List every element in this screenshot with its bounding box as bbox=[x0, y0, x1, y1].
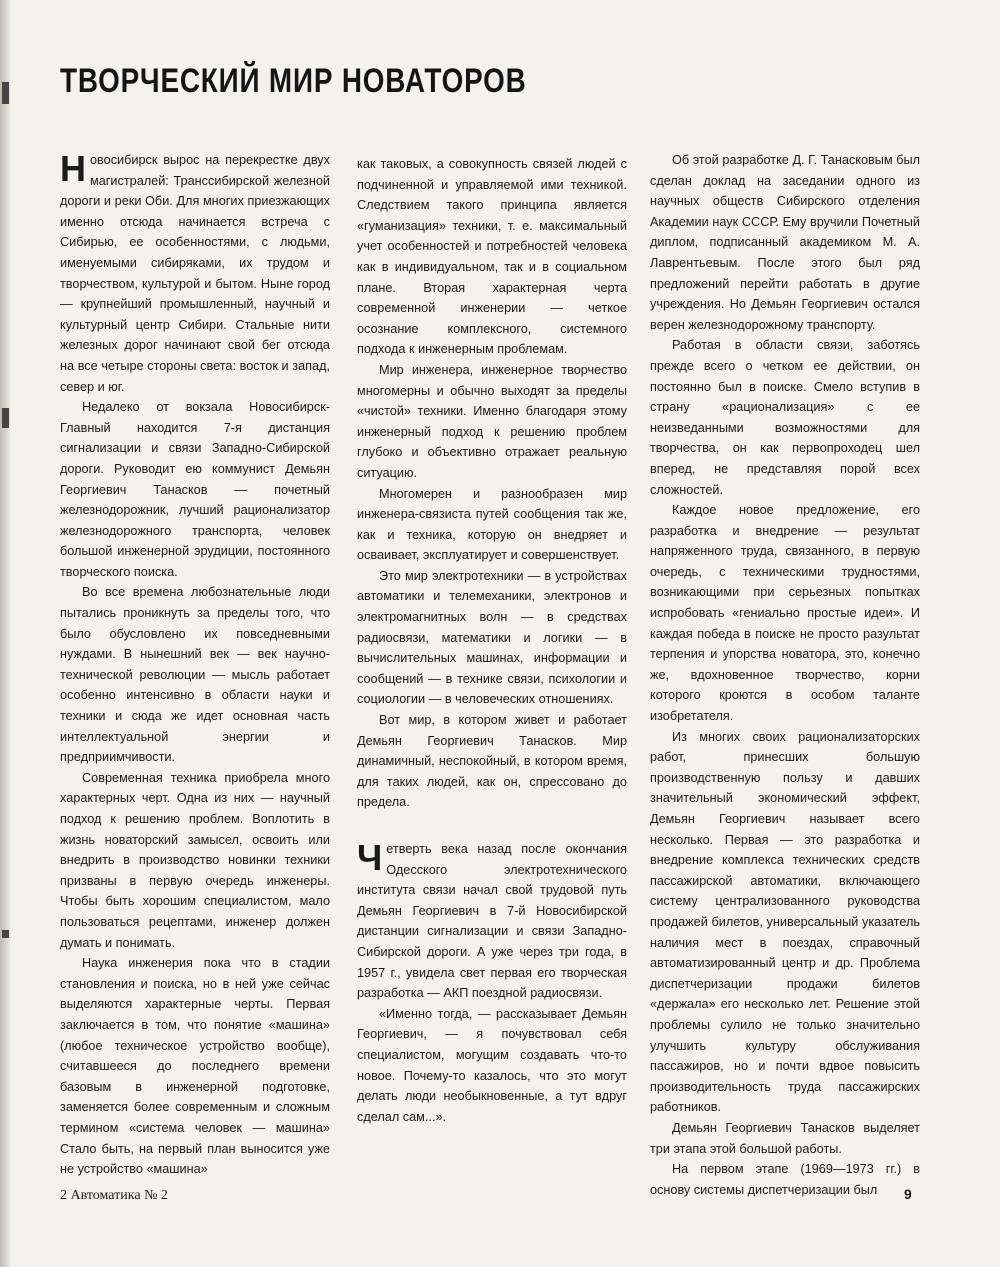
edge-mark bbox=[2, 82, 9, 104]
paragraph: Из многих своих рационализаторских работ, принесших большую производственную пользу и давших значительный экономический эффект, Демьян Георгиевич называет всего несколько. Первая — это разработка и внедрение комплекса технических средств пассажирской автоматики, включающего систему централизованного руководства продажей билетов, универсальный указатель наличия мест в поездах, справочный автоматизированный центр и др. Проблема диспетчеризации продажи билетов «держала» его несколько лет. Решение этой проблемы сулило не только значительно улучшить культуру обслуживания пассажиров, но и почти вдвое повысить производительность труда пассажирских работников. bbox=[650, 729, 920, 1115]
page-binding-edge bbox=[0, 0, 10, 1267]
paragraph: Современная техника приобрела много характерных черт. Одна из них — научный подход к решению проблем. Воплотить в жизнь новаторский замысел, освоить или внедрить в производство новинки техники призваны в первую очередь инженеры. Чтобы быть хорошим специалистом, мало пользоваться рецептами, инженер должен думать и понимать. bbox=[60, 770, 330, 950]
paragraph: Работая в области связи, заботясь прежде всего о четком ее действии, он постоянно был в поиске. Смело вступив в страну «рационализация» с ее неизведанными возможностями для творчества, он как первопроходец шел вперед, не представляя порой всех сложностей. bbox=[650, 338, 920, 497]
edge-mark bbox=[2, 408, 9, 428]
paragraph: Об этой разработке Д. Г. Танасковым был сделан доклад на заседании одного из научных обществ Сибирского отделения Академии наук СССР. Ему вручили Почетный диплом, подписанный академиком М. А. Лаврентьевым. После этого был ряд предложений перейти работать в другие учреждения. Но Демьян Георгиевич остался верен железнодорожному транспорту. bbox=[650, 153, 920, 332]
drop-cap: Ч bbox=[357, 837, 383, 878]
drop-cap: Н bbox=[60, 148, 86, 189]
paragraph: Многомерен и разнообразен мир инженера-связиста путей сообщения так же, как и техника, которую он внедряет и осваивает, эксплуатирует и совершенствует. bbox=[357, 486, 627, 563]
paragraph: На первом этапе (1969—1973 гг.) в основу системы диспетчеризации был bbox=[650, 1162, 920, 1197]
article-title: ТВОРЧЕСКИЙ МИР НОВАТОРОВ bbox=[60, 62, 527, 100]
footer-signature: 2 Автоматика № 2 bbox=[60, 1188, 168, 1203]
paragraph: Это мир электротехники — в устройствах автоматики и телемеханики, электронов и электромагнитных волн — в средствах радиосвязи, математики и логики — в вычислительных машинах, информации и сообщений — в технике связи, психологии и социологии — в человеческих отношениях. bbox=[357, 568, 627, 707]
paragraph: Демьян Георгиевич Танасков выделяет три этапа этой большой работы. bbox=[650, 1120, 920, 1156]
paragraph: Наука инженерия пока что в стадии становления и поиска, но в ней уже сейчас выделяются характерные черты. Первая заключается в том, что понятие «машина» (любое техническое устройство вообще), считавшееся до последнего времени базовым в инженерной подготовке, заменяется более современным и сложным термином «система человек — машина» Стало быть, на первый план выносится уже не устройство «машина» bbox=[60, 956, 330, 1177]
text-column-2 bbox=[357, 154, 627, 1164]
paragraph: Мир инженера, инженерное творчество многомерны и обычно выходят за пределы «чистой» техники. Именно благодаря этому инженерный подход к решению проблем глубоко и объективно отражает реальную ситуацию. bbox=[357, 362, 627, 480]
paragraph: как таковых, а совокупность связей людей с подчиненной и управляемой ими техникой. Следствием такого принципа является «гуманизация» техники, т. е. максимальный учет особенностей и потребностей человека как в индивидуальном, так и в социальном плане. Вторая характерная черта современной инженерии — четкое осознание комплексного, системного подхода к инженерным проблемам. bbox=[357, 157, 627, 357]
paragraph-text: овосибирск вырос на перекрестке двух магистралей: Транссибирской железной дороги и реки Оби. Для многих приезжающих именно отсюда начинается встреча с Сибирью, ее особенностями, с людьми, именуемыми сибиряками, их трудом и творчеством, культурой и бытом. Ныне город — крупнейший промышленный, научный и культурный центр Сибири. Стальные нити железных дорог начинают свой бег отсюда на все четыре стороны света: восток и запад, север и юг. bbox=[60, 153, 330, 394]
paragraph bbox=[357, 839, 627, 1004]
paragraph: Во все времена любознательные люди пытались проникнуть за пределы того, что было обусловлено их повседневными нуждами. В нынешний век — век научно-технической революции — мысль работает особенно интенсивно в области науки и техники и сюда же идет основная часть интеллектуальной энергии и предприимчивости. bbox=[60, 585, 330, 765]
paragraph: Недалеко от вокзала Новосибирск-Главный находится 7-я дистанция сигнализации и связи Западно-Сибирской дороги. Руководит ею коммунист Демьян Георгиевич Танасков — почетный железнодорожник, лучший рационализатор железнодорожного транспорта, человек большой инженерной эрудиции, постоянного творческого поиска. bbox=[60, 400, 330, 579]
text-column-1 bbox=[60, 148, 330, 1177]
page-number: 9 bbox=[904, 1186, 912, 1202]
paragraph: «Именно тогда, — рассказывает Демьян Георгиевич, — я почувствовал себя специалистом, могущим создавать что-то новое. Почему-то казалось, что это могут делать люди необыкновенные, а тут вдруг сделал сам...». bbox=[357, 1006, 627, 1124]
paragraph: Каждое новое предложение, его разработка и внедрение — результат напряженного труда, связанного, в первую очередь, с техническими трудностями, возникающими при серьезных попытках испробовать «гениально простые идеи». И каждая победа в поиске не просто разультат терпения и упорства новатора, это, конечно же, вдохновенное творчество, корни которого кроются в особом таланте изобретателя. bbox=[650, 503, 920, 724]
text-column-3 bbox=[650, 150, 920, 1197]
paragraph: Вот мир, в котором живет и работает Демьян Георгиевич Танасков. Мир динамичный, неспокойный, в котором время, для таких людей, как он, спрессовано до предела. bbox=[357, 713, 627, 810]
paragraph-text: етверть века назад после окончания Одесского электротехнического института связи начал свой трудовой путь Демьян Георгиевич в 7-й Новосибирской дистанции сигнализации и связи Западно-Сибирской дороги. А уже через три года, в 1957 г., увидела свет первая его творческая разработка — АКП поездной радиосвязи. bbox=[357, 842, 627, 1001]
paragraph bbox=[60, 150, 330, 397]
edge-mark bbox=[2, 930, 9, 938]
